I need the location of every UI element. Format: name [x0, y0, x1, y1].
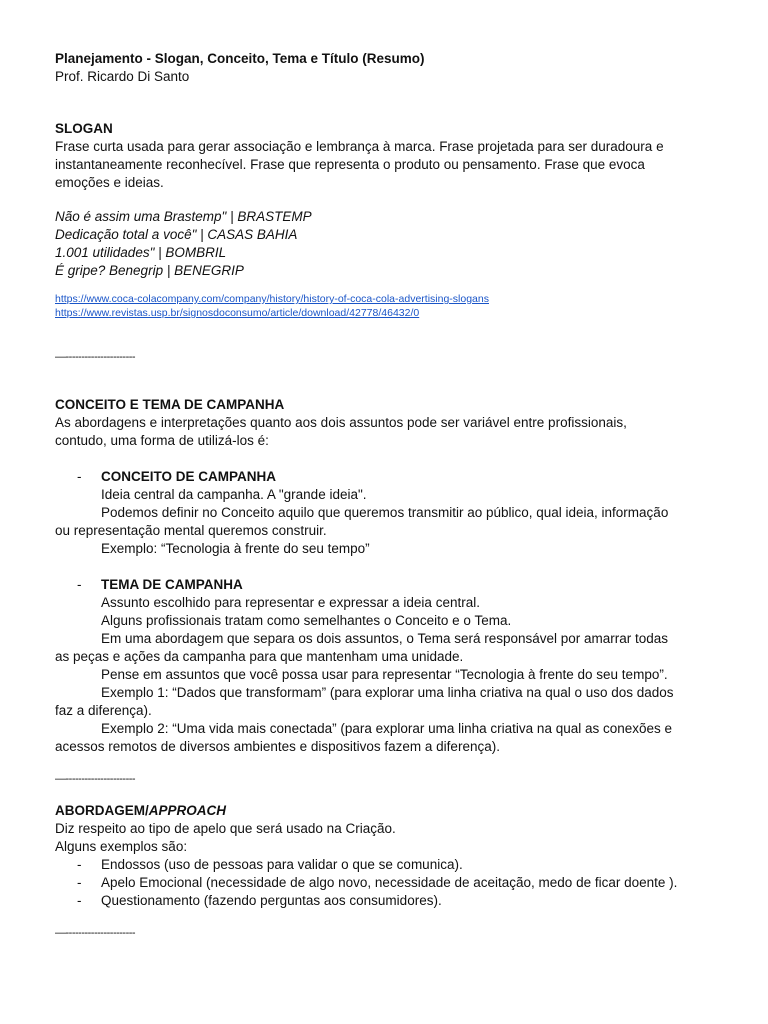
- slogan-example: É gripe? Benegrip | BENEGRIP: [55, 263, 244, 278]
- conceito-tema-text-line: contudo, uma forma de utilizá-los é:: [55, 433, 269, 448]
- abordagem-list-item: [55, 892, 715, 910]
- tema-example: Exemplo 1: “Dados que transformam” (para explorar uma linha criativa na qual o uso dos dados: [101, 685, 674, 700]
- abordagem-line: Alguns exemplos são:: [55, 839, 188, 854]
- bullet-marker: -: [77, 857, 82, 872]
- tema-line: Em uma abordagem que separa os dois assuntos, o Tema será responsável por amarrar todas: [101, 631, 669, 646]
- slogan-text-line: emoções e ideias.: [55, 175, 164, 190]
- slogan-heading: SLOGAN: [55, 121, 113, 136]
- slogan-text-line: Frase curta usada para gerar associação e lembrança à marca. Frase projetada para ser duradoura e: [55, 139, 664, 154]
- tema-line: as peças e ações da campanha para que mantenham uma unidade.: [55, 649, 464, 664]
- bullet-marker: -: [77, 577, 82, 592]
- conceito-tema-heading: CONCEITO E TEMA DE CAMPANHA: [55, 397, 285, 412]
- slogan-example: Não é assim uma Brastemp" | BRASTEMP: [55, 209, 312, 224]
- reference-link[interactable]: https://www.coca-colacompany.com/company/history/history-of-coca-cola-advertising-slogans: [55, 293, 489, 305]
- bullet-marker: -: [77, 469, 82, 484]
- document-page: [55, 50, 715, 942]
- slogan-example: Dedicação total a você" | CASAS BAHIA: [55, 227, 298, 242]
- abordagem-list-item: [55, 856, 715, 874]
- tema-example: Exemplo 2: “Uma vida mais conectada” (para explorar uma linha criativa na qual as conexões e: [101, 721, 673, 736]
- tema-example: faz a diferença).: [55, 703, 152, 718]
- conceito-bullet-row: [55, 468, 715, 486]
- abordagem-item-text: Endossos (uso de pessoas para validar o que se comunica).: [101, 857, 463, 872]
- abordagem-line: Diz respeito ao tipo de apelo que será usado na Criação.: [55, 821, 396, 836]
- reference-links: [55, 292, 715, 320]
- abordagem-item-text: Questionamento (fazendo perguntas aos consumidores).: [101, 893, 442, 908]
- tema-example: acessos remotos de diversos ambientes e dispositivos fazem a diferença).: [55, 739, 500, 754]
- abordagem-item-text: Apelo Emocional (necessidade de algo novo, necessidade de aceitação, medo de ficar doente ).: [101, 875, 678, 890]
- reference-link[interactable]: https://www.revistas.usp.br/signosdoconsumo/article/download/42778/46432/0: [55, 307, 420, 319]
- section-divider: —----------------------: [55, 927, 136, 939]
- abordagem-heading: [55, 802, 715, 820]
- tema-line: Pense em assuntos que você possa usar para representar “Tecnologia à frente do seu tempo”.: [101, 667, 668, 682]
- document-title: Planejamento - Slogan, Conceito, Tema e Título (Resumo): [55, 51, 425, 66]
- abordagem-list-item: [55, 874, 715, 892]
- document-author: Prof. Ricardo Di Santo: [55, 69, 190, 84]
- section-divider: —----------------------: [55, 351, 136, 363]
- tema-line: Assunto escolhido para representar e expressar a ideia central.: [101, 595, 480, 610]
- conceito-title: CONCEITO DE CAMPANHA: [101, 469, 277, 484]
- tema-line: Alguns profissionais tratam como semelhantes o Conceito e o Tema.: [101, 613, 512, 628]
- tema-title: TEMA DE CAMPANHA: [101, 577, 243, 592]
- conceito-line: Ideia central da campanha. A "grande ideia".: [101, 487, 367, 502]
- bullet-marker: -: [77, 893, 82, 908]
- abordagem-heading-text: ABORDAGEM/: [55, 803, 149, 818]
- conceito-line: Podemos definir no Conceito aquilo que queremos transmitir ao público, qual ideia, informação: [101, 505, 669, 520]
- conceito-example: Exemplo: “Tecnologia à frente do seu tempo”: [101, 541, 370, 556]
- approach-heading-text: APPROACH: [148, 803, 227, 818]
- conceito-tema-text-line: As abordagens e interpretações quanto aos dois assuntos pode ser variável entre profissionais,: [55, 415, 627, 430]
- conceito-line: ou representação mental queremos construir.: [55, 523, 327, 538]
- slogan-example: 1.001 utilidades" | BOMBRIL: [55, 245, 227, 260]
- slogan-text-line: instantaneamente reconhecível. Frase que representa o produto ou pensamento. Frase que evoca: [55, 157, 645, 172]
- section-divider: —----------------------: [55, 773, 136, 785]
- tema-bullet-row: [55, 576, 715, 594]
- bullet-marker: -: [77, 875, 82, 890]
